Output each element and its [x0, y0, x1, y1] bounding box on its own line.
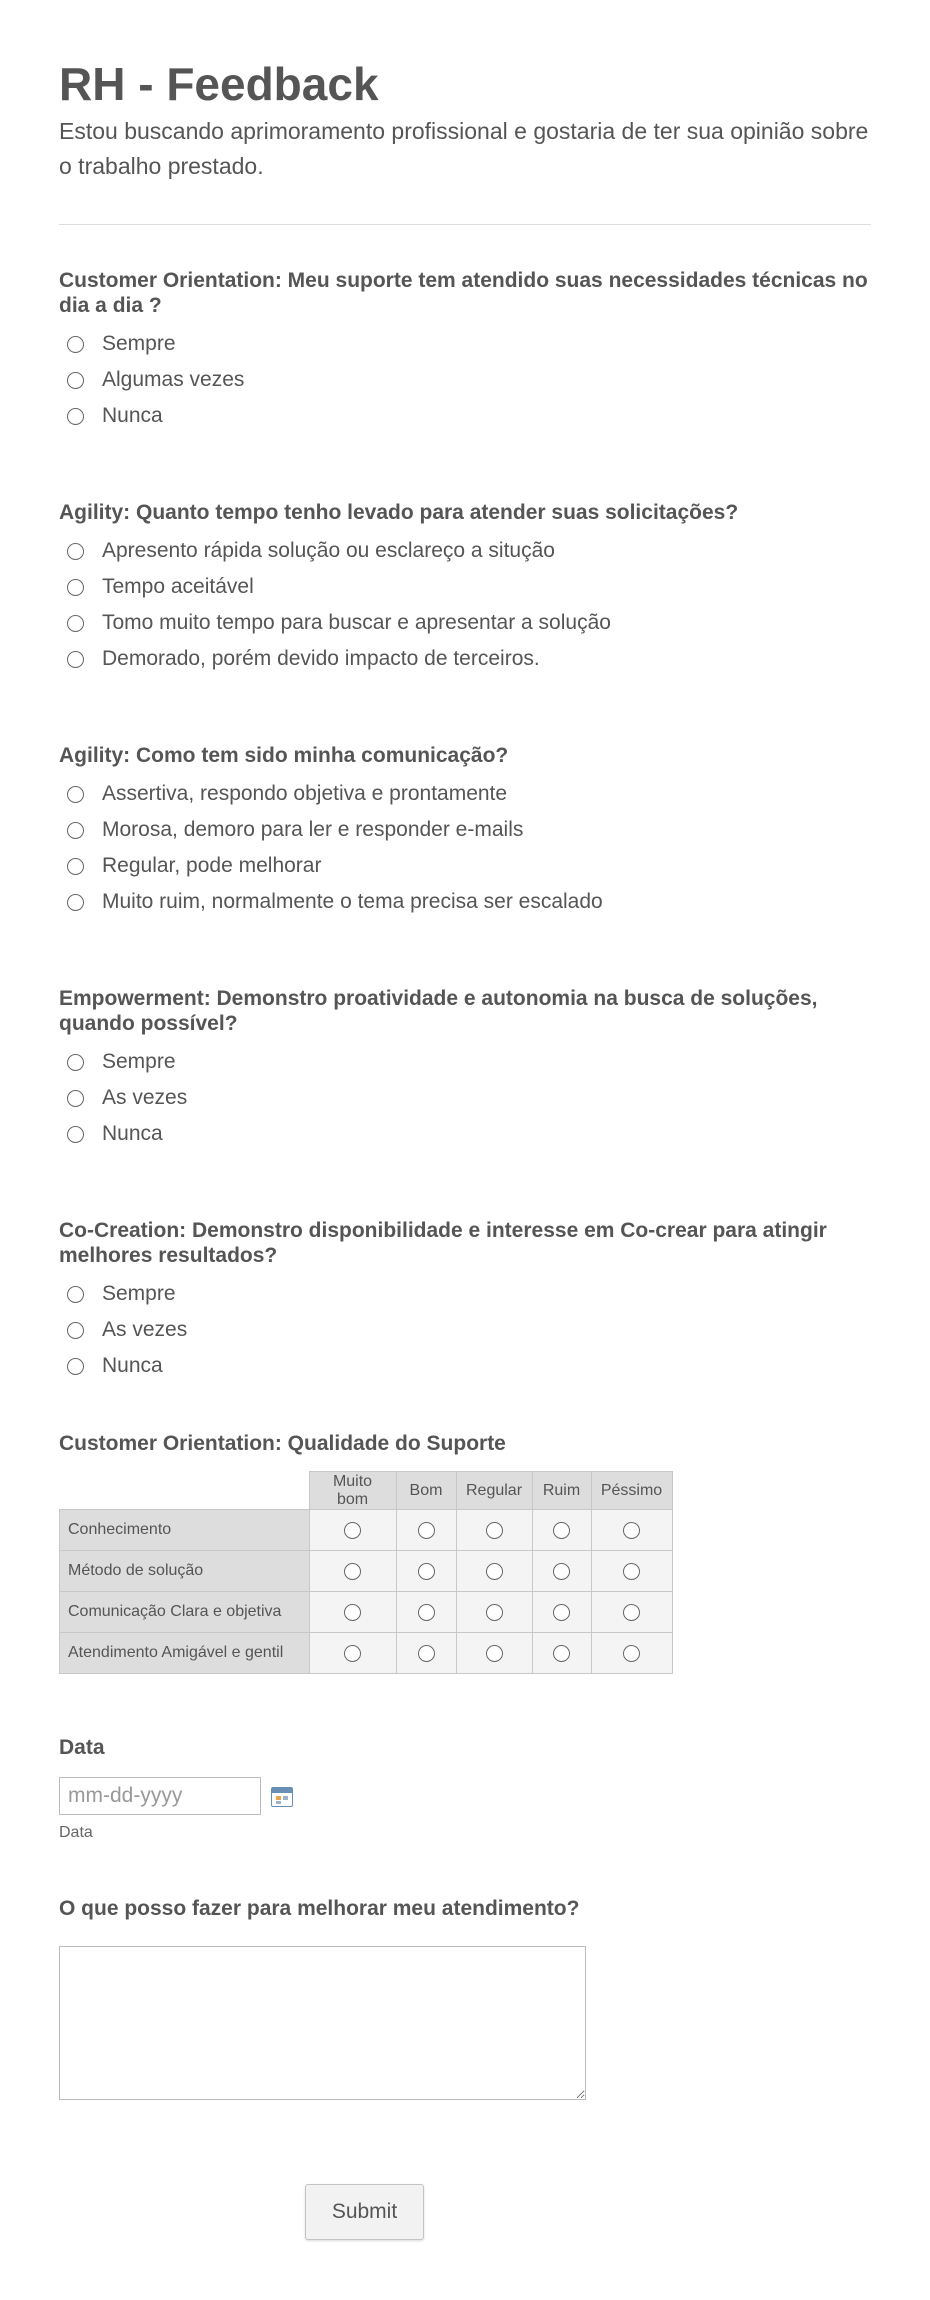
matrix-row-label: Comunicação Clara e objetiva	[60, 1592, 310, 1633]
radio-option[interactable]	[59, 1348, 889, 1384]
question-label: Empowerment: Demonstro proatividade e autonomia na busca de soluções, quando possível?	[59, 987, 818, 1035]
radio-group	[59, 326, 889, 434]
radio-button[interactable]	[67, 1126, 84, 1143]
radio-option-label: Sempre	[102, 1050, 176, 1073]
radio-option[interactable]	[59, 326, 889, 362]
date-sublabel: Data	[59, 1824, 93, 1841]
radio-button[interactable]	[67, 1358, 84, 1375]
radio-option-label: Nunca	[102, 404, 163, 427]
matrix-cell[interactable]	[532, 1551, 591, 1592]
matrix-cell[interactable]	[396, 1633, 456, 1674]
question-label: Agility: Como tem sido minha comunicação?	[59, 744, 509, 767]
question-label: Agility: Quanto tempo tenho levado para atender suas solicitações?	[59, 501, 739, 524]
radio-option[interactable]	[59, 605, 889, 641]
radio-group	[59, 776, 889, 920]
radio-button[interactable]	[418, 1563, 435, 1580]
radio-option[interactable]	[59, 1116, 889, 1152]
matrix-cell[interactable]	[309, 1592, 396, 1633]
radio-button[interactable]	[67, 1054, 84, 1071]
radio-button[interactable]	[67, 651, 84, 668]
radio-option-label: Nunca	[102, 1122, 163, 1145]
radio-group	[59, 1276, 889, 1384]
radio-button[interactable]	[67, 615, 84, 632]
radio-option-label: Sempre	[102, 1282, 176, 1305]
form-title: RH - Feedback	[59, 58, 379, 110]
radio-option[interactable]	[59, 398, 889, 434]
header-divider	[59, 224, 871, 225]
radio-option-label: Tempo aceitável	[102, 575, 254, 598]
matrix-cell[interactable]	[396, 1510, 456, 1551]
radio-option[interactable]	[59, 812, 889, 848]
radio-option[interactable]	[59, 884, 889, 920]
feedback-label: O que posso fazer para melhorar meu atendimento?	[59, 1897, 580, 1920]
radio-button[interactable]	[67, 1322, 84, 1339]
radio-button[interactable]	[553, 1563, 570, 1580]
radio-button[interactable]	[553, 1522, 570, 1539]
radio-button[interactable]	[67, 336, 84, 353]
radio-option-label: Algumas vezes	[102, 368, 245, 391]
matrix-cell[interactable]	[456, 1551, 532, 1592]
radio-option[interactable]	[59, 848, 889, 884]
date-label: Data	[59, 1736, 105, 1759]
radio-button[interactable]	[67, 858, 84, 875]
radio-button[interactable]	[623, 1563, 640, 1580]
radio-group	[59, 1044, 889, 1152]
radio-button[interactable]	[67, 786, 84, 803]
radio-option[interactable]	[59, 1080, 889, 1116]
radio-button[interactable]	[418, 1604, 435, 1621]
radio-option-label: Morosa, demoro para ler e responder e-mails	[102, 818, 524, 841]
matrix-column-header: Muito bom	[309, 1472, 396, 1510]
radio-option-label: Muito ruim, normalmente o tema precisa ser escalado	[102, 890, 603, 913]
radio-option-label: As vezes	[102, 1318, 188, 1341]
matrix-corner	[60, 1472, 310, 1510]
radio-option-label: Sempre	[102, 332, 176, 355]
matrix-cell[interactable]	[591, 1510, 672, 1551]
radio-button[interactable]	[486, 1645, 503, 1662]
radio-button[interactable]	[67, 543, 84, 560]
radio-button[interactable]	[553, 1604, 570, 1621]
radio-button[interactable]	[344, 1604, 361, 1621]
radio-button[interactable]	[67, 372, 84, 389]
matrix-row	[60, 1592, 673, 1633]
matrix-cell[interactable]	[591, 1551, 672, 1592]
matrix-cell[interactable]	[456, 1592, 532, 1633]
radio-button[interactable]	[623, 1522, 640, 1539]
matrix-cell[interactable]	[309, 1551, 396, 1592]
matrix-cell[interactable]	[532, 1510, 591, 1551]
matrix-row-label: Atendimento Amigável e gentil	[60, 1633, 310, 1674]
matrix-column-header: Bom	[396, 1472, 456, 1510]
radio-button[interactable]	[67, 579, 84, 596]
date-input[interactable]	[59, 1777, 261, 1815]
matrix-cell[interactable]	[309, 1510, 396, 1551]
radio-button[interactable]	[67, 1090, 84, 1107]
radio-option[interactable]	[59, 776, 889, 812]
radio-button[interactable]	[486, 1604, 503, 1621]
radio-button[interactable]	[418, 1645, 435, 1662]
question-agility-time	[59, 500, 889, 677]
radio-option-label: As vezes	[102, 1086, 188, 1109]
calendar-icon[interactable]	[271, 1787, 293, 1807]
radio-button[interactable]	[486, 1522, 503, 1539]
matrix-column-header: Regular	[456, 1472, 532, 1510]
feedback-textarea[interactable]	[59, 1946, 586, 2100]
radio-button[interactable]	[486, 1563, 503, 1580]
matrix-cell[interactable]	[309, 1633, 396, 1674]
form-subtitle: Estou buscando aprimoramento profissional e gostaria de ter sua opinião sobre o trabalho prestado.	[59, 118, 869, 179]
radio-button[interactable]	[67, 894, 84, 911]
matrix-row	[60, 1510, 673, 1551]
radio-button[interactable]	[623, 1645, 640, 1662]
question-agility-communication	[59, 743, 889, 920]
matrix-cell[interactable]	[591, 1592, 672, 1633]
radio-option-label: Regular, pode melhorar	[102, 854, 322, 877]
radio-group	[59, 533, 889, 677]
question-empowerment	[59, 986, 889, 1152]
radio-button[interactable]	[67, 408, 84, 425]
matrix-cell[interactable]	[532, 1633, 591, 1674]
matrix-cell[interactable]	[456, 1510, 532, 1551]
radio-option[interactable]	[59, 533, 889, 569]
matrix-row-label: Método de solução	[60, 1551, 310, 1592]
rating-matrix	[59, 1471, 673, 1674]
radio-button[interactable]	[67, 822, 84, 839]
radio-option[interactable]	[59, 362, 889, 398]
radio-option-label: Assertiva, respondo objetiva e prontamente	[102, 782, 508, 805]
radio-button[interactable]	[344, 1645, 361, 1662]
question-label: Co-Creation: Demonstro disponibilidade e interesse em Co-crear para atingir melhores resultados?	[59, 1219, 827, 1267]
matrix-row	[60, 1633, 673, 1674]
matrix-row-label: Conhecimento	[60, 1510, 310, 1551]
radio-option[interactable]	[59, 641, 889, 677]
radio-option[interactable]	[59, 569, 889, 605]
radio-button[interactable]	[553, 1645, 570, 1662]
matrix-cell[interactable]	[591, 1633, 672, 1674]
matrix-cell[interactable]	[396, 1551, 456, 1592]
matrix-cell[interactable]	[532, 1592, 591, 1633]
question-customer-orientation	[59, 268, 889, 434]
matrix-cell[interactable]	[396, 1592, 456, 1633]
radio-option-label: Tomo muito tempo para buscar e apresentar a solução	[102, 611, 611, 634]
radio-option[interactable]	[59, 1312, 889, 1348]
radio-option[interactable]	[59, 1044, 889, 1080]
question-label: Customer Orientation: Meu suporte tem atendido suas necessidades técnicas no dia a dia ?	[59, 269, 868, 317]
matrix-cell[interactable]	[456, 1633, 532, 1674]
radio-button[interactable]	[344, 1563, 361, 1580]
radio-option-label: Nunca	[102, 1354, 163, 1377]
radio-button[interactable]	[418, 1522, 435, 1539]
matrix-column-header: Ruim	[532, 1472, 591, 1510]
submit-button[interactable]: Submit	[305, 2184, 424, 2240]
question-co-creation	[59, 1218, 889, 1384]
radio-button[interactable]	[67, 1286, 84, 1303]
radio-option-label: Apresento rápida solução ou esclareço a situção	[102, 539, 555, 562]
matrix-row	[60, 1551, 673, 1592]
radio-button[interactable]	[623, 1604, 640, 1621]
radio-option[interactable]	[59, 1276, 889, 1312]
radio-option-label: Demorado, porém devido impacto de terceiros.	[102, 647, 540, 670]
matrix-column-header: Péssimo	[591, 1472, 672, 1510]
radio-button[interactable]	[344, 1522, 361, 1539]
matrix-title: Customer Orientation: Qualidade do Suporte	[59, 1432, 506, 1455]
